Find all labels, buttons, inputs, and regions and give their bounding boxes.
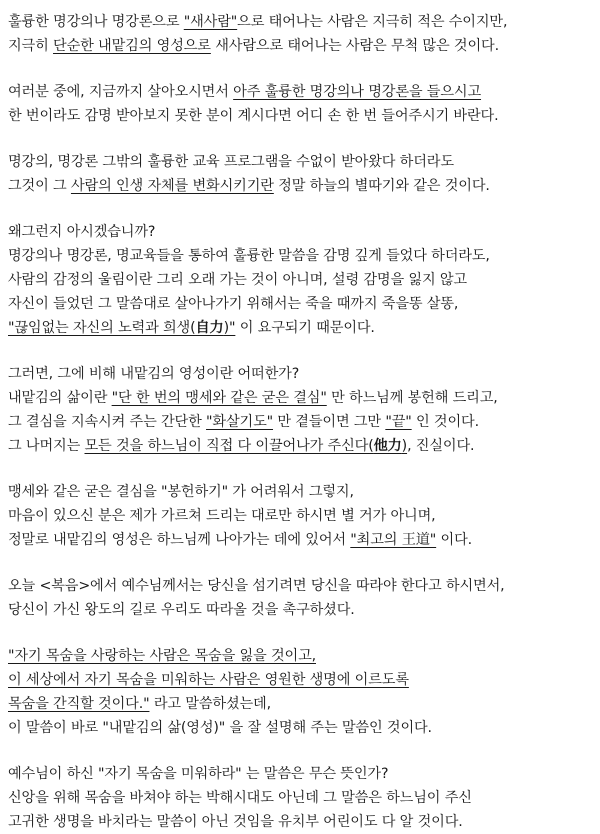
underlined-text: 단순한 내맡김의 영성으로 xyxy=(53,38,211,54)
text-line xyxy=(8,220,600,244)
underlined-text: "끊임없는 자신의 노력과 희생( xyxy=(8,320,196,336)
text-line xyxy=(8,528,600,552)
text-line xyxy=(8,316,600,340)
text-segment: 맹세와 같은 굳은 결심을 "봉헌하기" 가 어려워서 그렇지, xyxy=(8,484,354,500)
text-segment: 그것이 그 xyxy=(8,178,71,194)
underlined-text: 他力 xyxy=(373,438,402,454)
text-line xyxy=(8,386,600,410)
paragraph xyxy=(8,644,600,740)
text-line xyxy=(8,244,600,268)
text-segment: 여러분 중에, 지금까지 살아오시면서 xyxy=(8,84,234,100)
text-segment: 정말 하늘의 별따기와 같은 것이다. xyxy=(273,178,490,194)
text-line xyxy=(8,104,600,128)
text-segment: 그러면, 그에 비해 내맡김의 영성이란 어떠한가? xyxy=(8,366,300,382)
text-line xyxy=(8,574,600,598)
text-line xyxy=(8,480,600,504)
text-segment: 인 것이다. xyxy=(411,414,479,430)
text-segment: 오늘 <복음>에서 예수님께서는 당신을 섬기려면 당신을 따라야 한다고 하시면서, xyxy=(8,578,505,594)
text-segment: 자신이 들었던 그 말씀대로 살아나가기 위해서는 죽을 때까지 죽을똥 살똥, xyxy=(8,296,459,312)
text-segment: 예수님이 하신 "자기 목숨을 미워하라" 는 말씀은 무슨 뜻인가? xyxy=(8,766,389,782)
text-line xyxy=(8,598,600,622)
text-segment: 그 나머지는 xyxy=(8,438,85,454)
text-segment: 고귀한 생명을 바치라는 말씀이 아닌 것임을 유치부 어린이도 다 알 것이다. xyxy=(8,814,463,830)
text-segment: 지극히 xyxy=(8,38,54,54)
text-segment: 사람의 감정의 울림이란 그리 오래 가는 것이 아니며, 설령 감명을 잃지 않고 xyxy=(8,272,467,288)
paragraph xyxy=(8,220,600,340)
text-segment: 명강의, 명강론 그밖의 훌륭한 교육 프로그램을 수없이 받아왔다 하더라도 xyxy=(8,154,454,170)
underlined-text: "끝" xyxy=(385,414,412,430)
underlined-text: "자기 목숨을 사랑하는 사람은 목숨을 잃을 것이고, xyxy=(8,648,316,664)
text-line xyxy=(8,786,600,810)
text-line xyxy=(8,174,600,198)
text-segment: 훌륭한 명강의나 명강론으로 xyxy=(8,14,184,30)
paragraph xyxy=(8,150,600,198)
text-line xyxy=(8,504,600,528)
text-segment: 왜그런지 아시겠습니까? xyxy=(8,224,156,240)
text-segment: 마음이 있으신 분은 제가 가르쳐 드리는 대로만 하시면 별 거가 아니며, xyxy=(8,508,436,524)
text-segment: 만 곁들이면 그만 xyxy=(273,414,386,430)
text-line xyxy=(8,644,600,668)
text-line xyxy=(8,434,600,458)
text-line xyxy=(8,692,600,716)
underlined-text: 이 세상에서 자기 목숨을 미워하는 사람은 영원한 생명에 이르도록 xyxy=(8,672,409,688)
text-segment: 당신이 가신 왕도의 길로 우리도 따라올 것을 촉구하셨다. xyxy=(8,602,355,618)
text-segment: 그 결심을 지속시켜 주는 간단한 xyxy=(8,414,207,430)
underlined-text: 목숨을 간직할 것이다." xyxy=(8,696,150,712)
text-line xyxy=(8,716,600,740)
text-segment: 새사람으로 태어나는 사람은 무척 많은 것이다. xyxy=(210,38,499,54)
text-line xyxy=(8,668,600,692)
text-segment: 라고 말씀하셨는데, xyxy=(149,696,271,712)
text-segment: 으로 태어나는 사람은 지극히 적은 수이지만, xyxy=(237,14,508,30)
underlined-text: 自力 xyxy=(195,320,224,336)
text-segment: 신앙을 위해 목숨을 바쳐야 하는 박해시대도 아닌데 그 말씀은 하느님이 주신 xyxy=(8,790,472,806)
text-line xyxy=(8,292,600,316)
text-segment: 명강의나 명강론, 명교육들을 통하여 훌륭한 말씀을 감명 깊게 들었다 하더라도, xyxy=(8,248,490,264)
underlined-text: "화살기도" xyxy=(206,414,274,430)
text-line xyxy=(8,268,600,292)
underlined-text: 사람의 인생 자체를 변화시키기란 xyxy=(70,178,274,194)
text-line xyxy=(8,362,600,386)
paragraph xyxy=(8,762,600,834)
text-line xyxy=(8,150,600,174)
paragraph xyxy=(8,362,600,458)
text-segment: 이 요구되기 때문이다. xyxy=(235,320,375,336)
underlined-text: 아주 훌륭한 명강의나 명강론을 들으시고 xyxy=(233,84,482,100)
text-segment: 한 번이라도 감명 받아보지 못한 분이 계시다면 어디 손 한 번 들어주시기 바란다. xyxy=(8,108,499,124)
underlined-text: )" xyxy=(223,320,236,336)
text-line xyxy=(8,410,600,434)
text-segment: 이 말씀이 바로 "내맡김의 삶(영성)" 을 잘 설명해 주는 말씀인 것이다. xyxy=(8,720,432,736)
text-segment: , 진실이다. xyxy=(407,438,475,454)
paragraph xyxy=(8,10,600,58)
text-line xyxy=(8,762,600,786)
underlined-text: ) xyxy=(401,438,408,454)
text-segment: 이다. xyxy=(436,532,472,548)
text-line xyxy=(8,810,600,834)
paragraph xyxy=(8,480,600,552)
text-segment: 내맡김의 삶이란 xyxy=(8,390,112,406)
paragraph xyxy=(8,80,600,128)
text-segment: 만 하느님께 봉헌해 드리고, xyxy=(326,390,498,406)
text-segment: 정말로 내맡김의 영성은 하느님께 나아가는 데에 있어서 xyxy=(8,532,351,548)
underlined-text: "최고의 王道" xyxy=(350,532,437,548)
paragraph xyxy=(8,574,600,622)
text-line xyxy=(8,80,600,104)
text-line xyxy=(8,10,600,34)
underlined-text: 모든 것을 하느님이 직접 다 이끌어나가 주신다( xyxy=(84,438,374,454)
underlined-text: "새사람" xyxy=(183,14,238,30)
text-line xyxy=(8,34,600,58)
underlined-text: "단 한 번의 맹세와 같은 굳은 결심" xyxy=(111,390,327,406)
